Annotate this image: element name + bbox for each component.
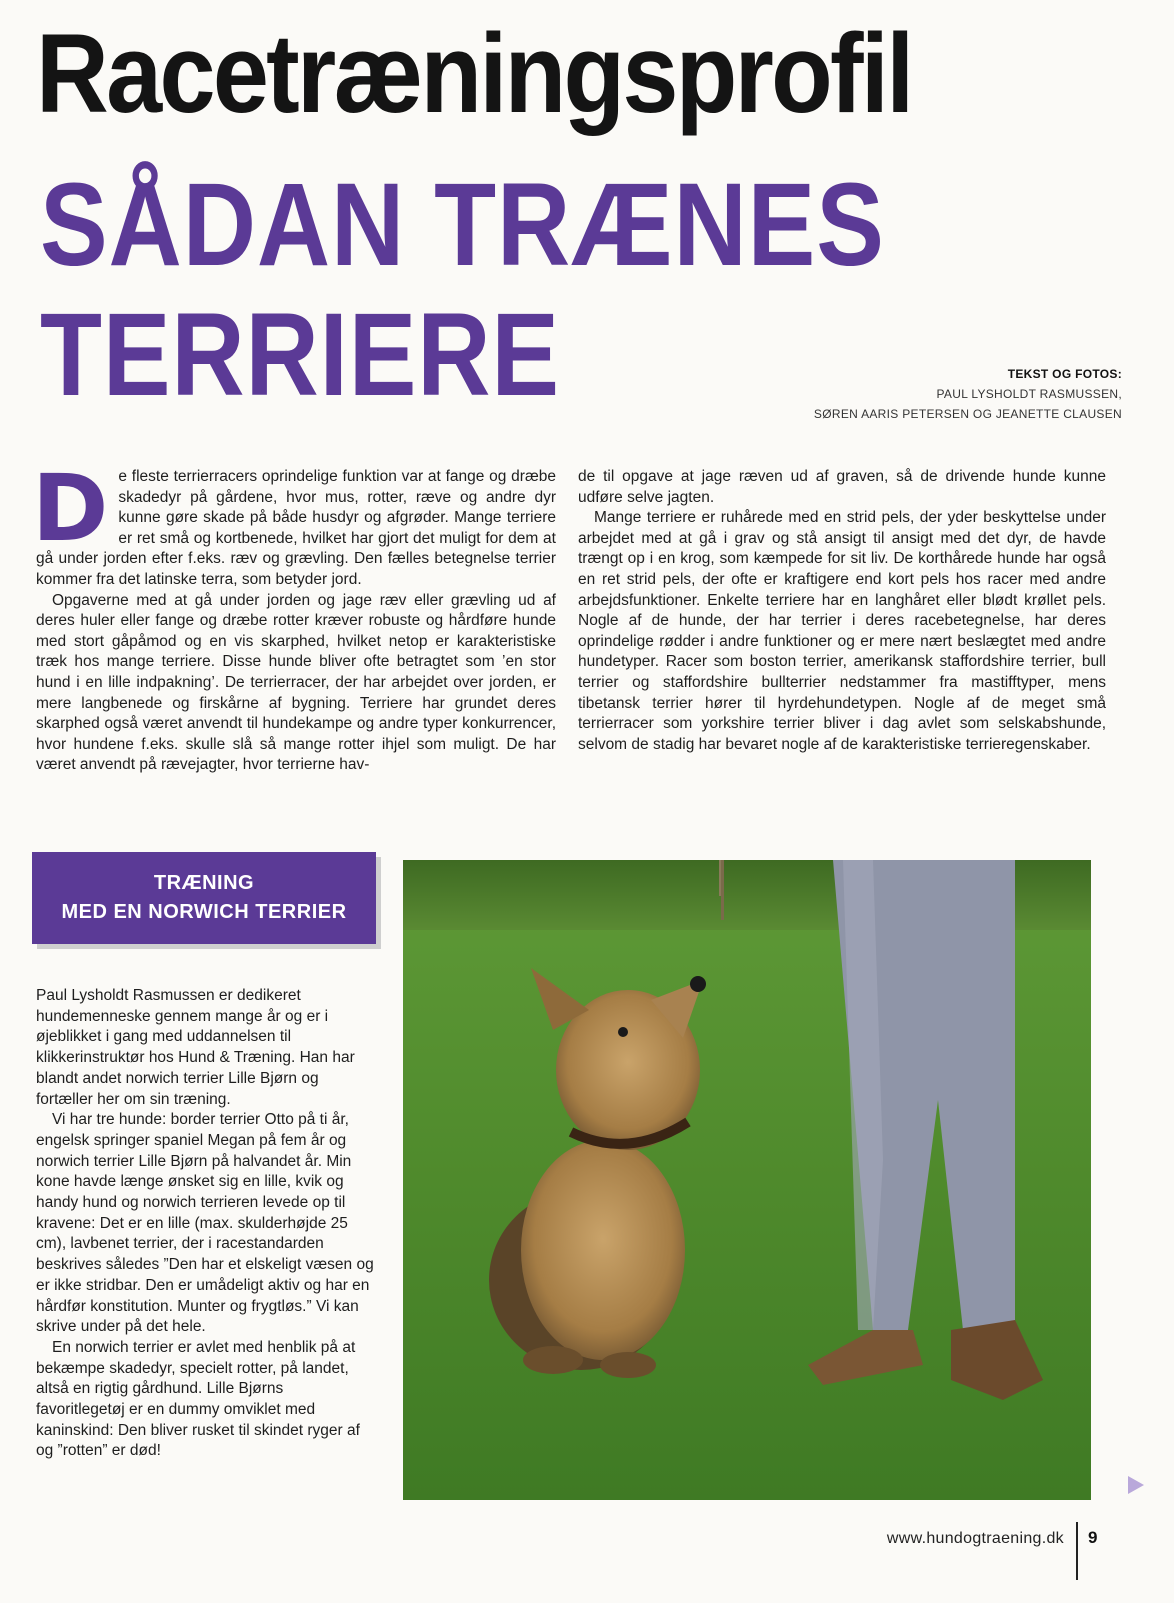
credits-line-2: SØREN AARIS PETERSEN OG JEANETTE CLAUSEN [813, 407, 1122, 421]
footer-url: www.hundogtraening.dk [886, 1530, 1064, 1547]
article-paragraph: Opgaverne med at gå under jorden og jage ræv eller grævling ud af deres huler eller fange og dræbe rotter kræver robuste og hårdføre hunde med stort gåpåmod og en vis skarphed, hvilket netop er karakteristiske træk hos mange terriere. Disse hunde bliver ofte betragtet som ’en stor hund i en lille indpakning’. De terrierracer, der har arbejdet over jorden, er mere langbenede og firskårne af bygning. Terriere har grundet deres skarphed også været anvendt til hundekampe og andre typer konkurrencer, hvor hundene f.eks. skulle slå så mange rotter ihjel som muligt. De har været anvendt på rævejagter, hvor terrierne hav- [36, 591, 556, 774]
dog-body [521, 1140, 685, 1360]
section-heading-line-1: TRÆNING [153, 872, 255, 894]
sidebar-paragraph: En norwich terrier er avlet med henblik på at bekæmpe skadedyr, specielt rotter, på landet, altså en rigtig gårdhund. Lille Bjørns favoritlegetøj er en dummy omviklet med kaninskind: Den bliver rusket til skindet ryger af og ”rotten” er død! [36, 1338, 360, 1460]
headline [40, 160, 885, 420]
credits [814, 364, 1122, 424]
article-column-2 [578, 467, 1106, 755]
drop-cap: D [32, 455, 109, 562]
headline-line-2: TERRIERE [40, 289, 560, 421]
dog-photo [403, 860, 1091, 1500]
fence-post [721, 860, 724, 920]
dog-nose [690, 976, 706, 992]
dog-photo-illustration [403, 860, 1091, 1500]
footer-divider [1076, 1522, 1078, 1580]
credits-label: TEKST OG FOTOS: [1007, 367, 1122, 381]
headline-line-1: SÅDAN TRÆNES [40, 159, 885, 291]
page-number: 9 [1088, 1528, 1098, 1547]
continue-arrow-icon [1128, 1476, 1144, 1494]
sidebar-paragraph: Paul Lysholdt Rasmussen er dedikeret hundemenneske gennem mange år og er i øjeblikket i gang med uddannelsen til klikkerinstruktør hos Hund & Træning. Han har blandt andet norwich terrier Lille Bjørn og fortæller her om sin træning. [36, 987, 355, 1108]
section-heading-line-2: MED EN NORWICH TERRIER [61, 901, 347, 923]
sidebar-paragraph: Vi har tre hunde: border terrier Otto på ti år, engelsk springer spaniel Megan på fem år og norwich terrier Lille Bjørn på halvandet år. Min kone havde længe ønsket sig en lille, kvik og handy hund og norwich terrieren levede op til kravene: Det er en lille (max. skulderhøjde 25 cm), lavbenet terrier, der i racestandarden beskrives således ”Den har et elskeligt væsen og er ikke stridbar. Den er umådeligt aktiv og har en hårdfør konstitution. Munter og frygtløs.” Vi kan skrive under på det hele. [36, 1111, 374, 1336]
dog-paw [600, 1352, 656, 1378]
section-heading [32, 852, 376, 944]
article-paragraph [32, 455, 556, 591]
article-paragraph: Mange terriere er ruhårede med en strid pels, der yder beskyttelse under arbejdet med at gå i grav og stå ansigt til ansigt med det dyr, de havde trængt op i en krog, som kæmpede for sit liv. De korthårede hunde har også en ret strid pels, der ofte er kraftigere end kort pels hos racer med andre arbejdsfunktioner. Enkelte terriere har en langhåret eller blødt krøllet pels. Nogle af de hunde, der har terrier i deres racebetegnelse, har deres oprindelige rødder i andre funktioner og er mere nært beslægtet med andre hundetyper. Racer som boston terrier, amerikansk staffordshire terrier, bull terrier og staffordshire bullterrier nedstammer fra mastifftyper, mens tibetansk terrier hører til hyrdehundetypen. Nogle af de meget små terrierracer som yorkshire terrier bliver i dag avlet som selskabshunde, selvom de stadig har bevaret nogle af de karakteristiske terrieregenskaber. [578, 509, 1106, 753]
dog-paw [523, 1346, 583, 1374]
sidebar-column [36, 986, 376, 1462]
article-paragraph: de til opgave at jage ræven ud af graven, så de drivende hunde kunne udføre selve jagten. [578, 468, 1106, 506]
article-column-1 [32, 455, 556, 776]
article-paragraph-text: e fleste terrierracers oprindelige funktion var at fange og dræbe skadedyr på gårdene, hvor mus, rotter, ræve og andre dyr kunne gøre skade på både husdyr og afgrøder. Mange terriere er ret små og kortbenede, hvilket har gjort det muligt for dem at gå under jorden efter f.eks. ræv og grævling. Den fælles betegnelse terrier kommer fra det latinske terra, som betyder jord. [36, 468, 556, 588]
credits-line-1: PAUL LYSHOLDT RASMUSSEN, [936, 387, 1122, 401]
dog-eye [618, 1027, 628, 1037]
kicker-title: Racetræningsprofil [36, 11, 912, 136]
